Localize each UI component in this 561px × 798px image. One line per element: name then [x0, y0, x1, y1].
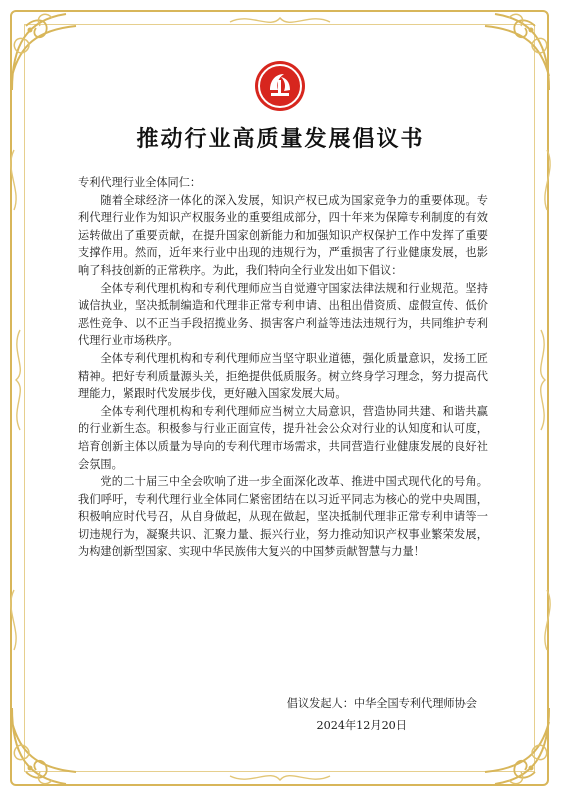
document-body — [78, 174, 488, 561]
signature-org: 中华全国专利代理师协会 — [353, 697, 477, 710]
paragraph: 随着全球经济一体化的深入发展，知识产权已成为国家竞争力的重要体现。专利代理行业作为知识产权服务业的重要组成部分，四十年来为保障专利制度的有效运转做出了重要贡献，在提升国家创新能力和加强知识产权保护工作中发挥了重要支撑作用。然而，近年来行业中出现的违规行为，严重损害了行业健康发展，也影响了科技创新的正常秩序。为此，我们特向全行业发出如下倡议： — [78, 193, 488, 277]
association-emblem-icon — [254, 60, 306, 112]
greeting: 专利代理行业全体同仁： — [78, 176, 202, 189]
signature-block — [287, 693, 477, 737]
paragraph: 全体专利代理机构和专利代理师应当坚守职业道德，强化质量意识，发扬工匠精神。把好专利质量源头关，拒绝提供低质服务。树立终身学习理念，努力提高代理能力，紧跟时代发展步伐，更好融入国家发展大局。 — [78, 351, 488, 401]
paragraph: 全体专利代理机构和专利代理师应当树立大局意识，营造协同共建、和谐共赢的行业新生态。积极参与行业正面宣传，提升社会公众对行业的认知度和认可度，培育创新主体以质量为导向的专利代理市场需求，共同营造行业健康发展的良好社会氛围。 — [78, 404, 488, 471]
signature-date: 2024年12月20日 — [316, 719, 407, 732]
signature-label: 倡议发起人： — [286, 697, 354, 710]
page-title: 推动行业高质量发展倡议书 — [136, 126, 425, 152]
paragraph: 党的二十届三中全会吹响了进一步全面深化改革、推进中国式现代化的号角。我们呼吁，专利代理行业全体同仁紧密团结在以习近平同志为核心的党中央周围，积极响应时代号召，从自身做起，从现在做起，坚决抵制代理非正常专利申请等一切违规行为，凝聚共识、汇聚力量、振兴行业，努力推动知识产权事业繁荣发展，为构建创新型国家、实现中华民族伟大复兴的中国梦贡献智慧与力量！ — [78, 475, 488, 559]
paragraph: 全体专利代理机构和专利代理师应当自觉遵守国家法律法规和行业规范。坚持诚信执业，坚决抵制编造和代理非正常专利申请、出租出借资质、虚假宣传、低价恶性竞争、以不正当手段招揽业务、损害客户利益等违法违规行为，共同维护专利代理行业市场秩序。 — [78, 281, 488, 348]
signature-line — [287, 693, 477, 715]
